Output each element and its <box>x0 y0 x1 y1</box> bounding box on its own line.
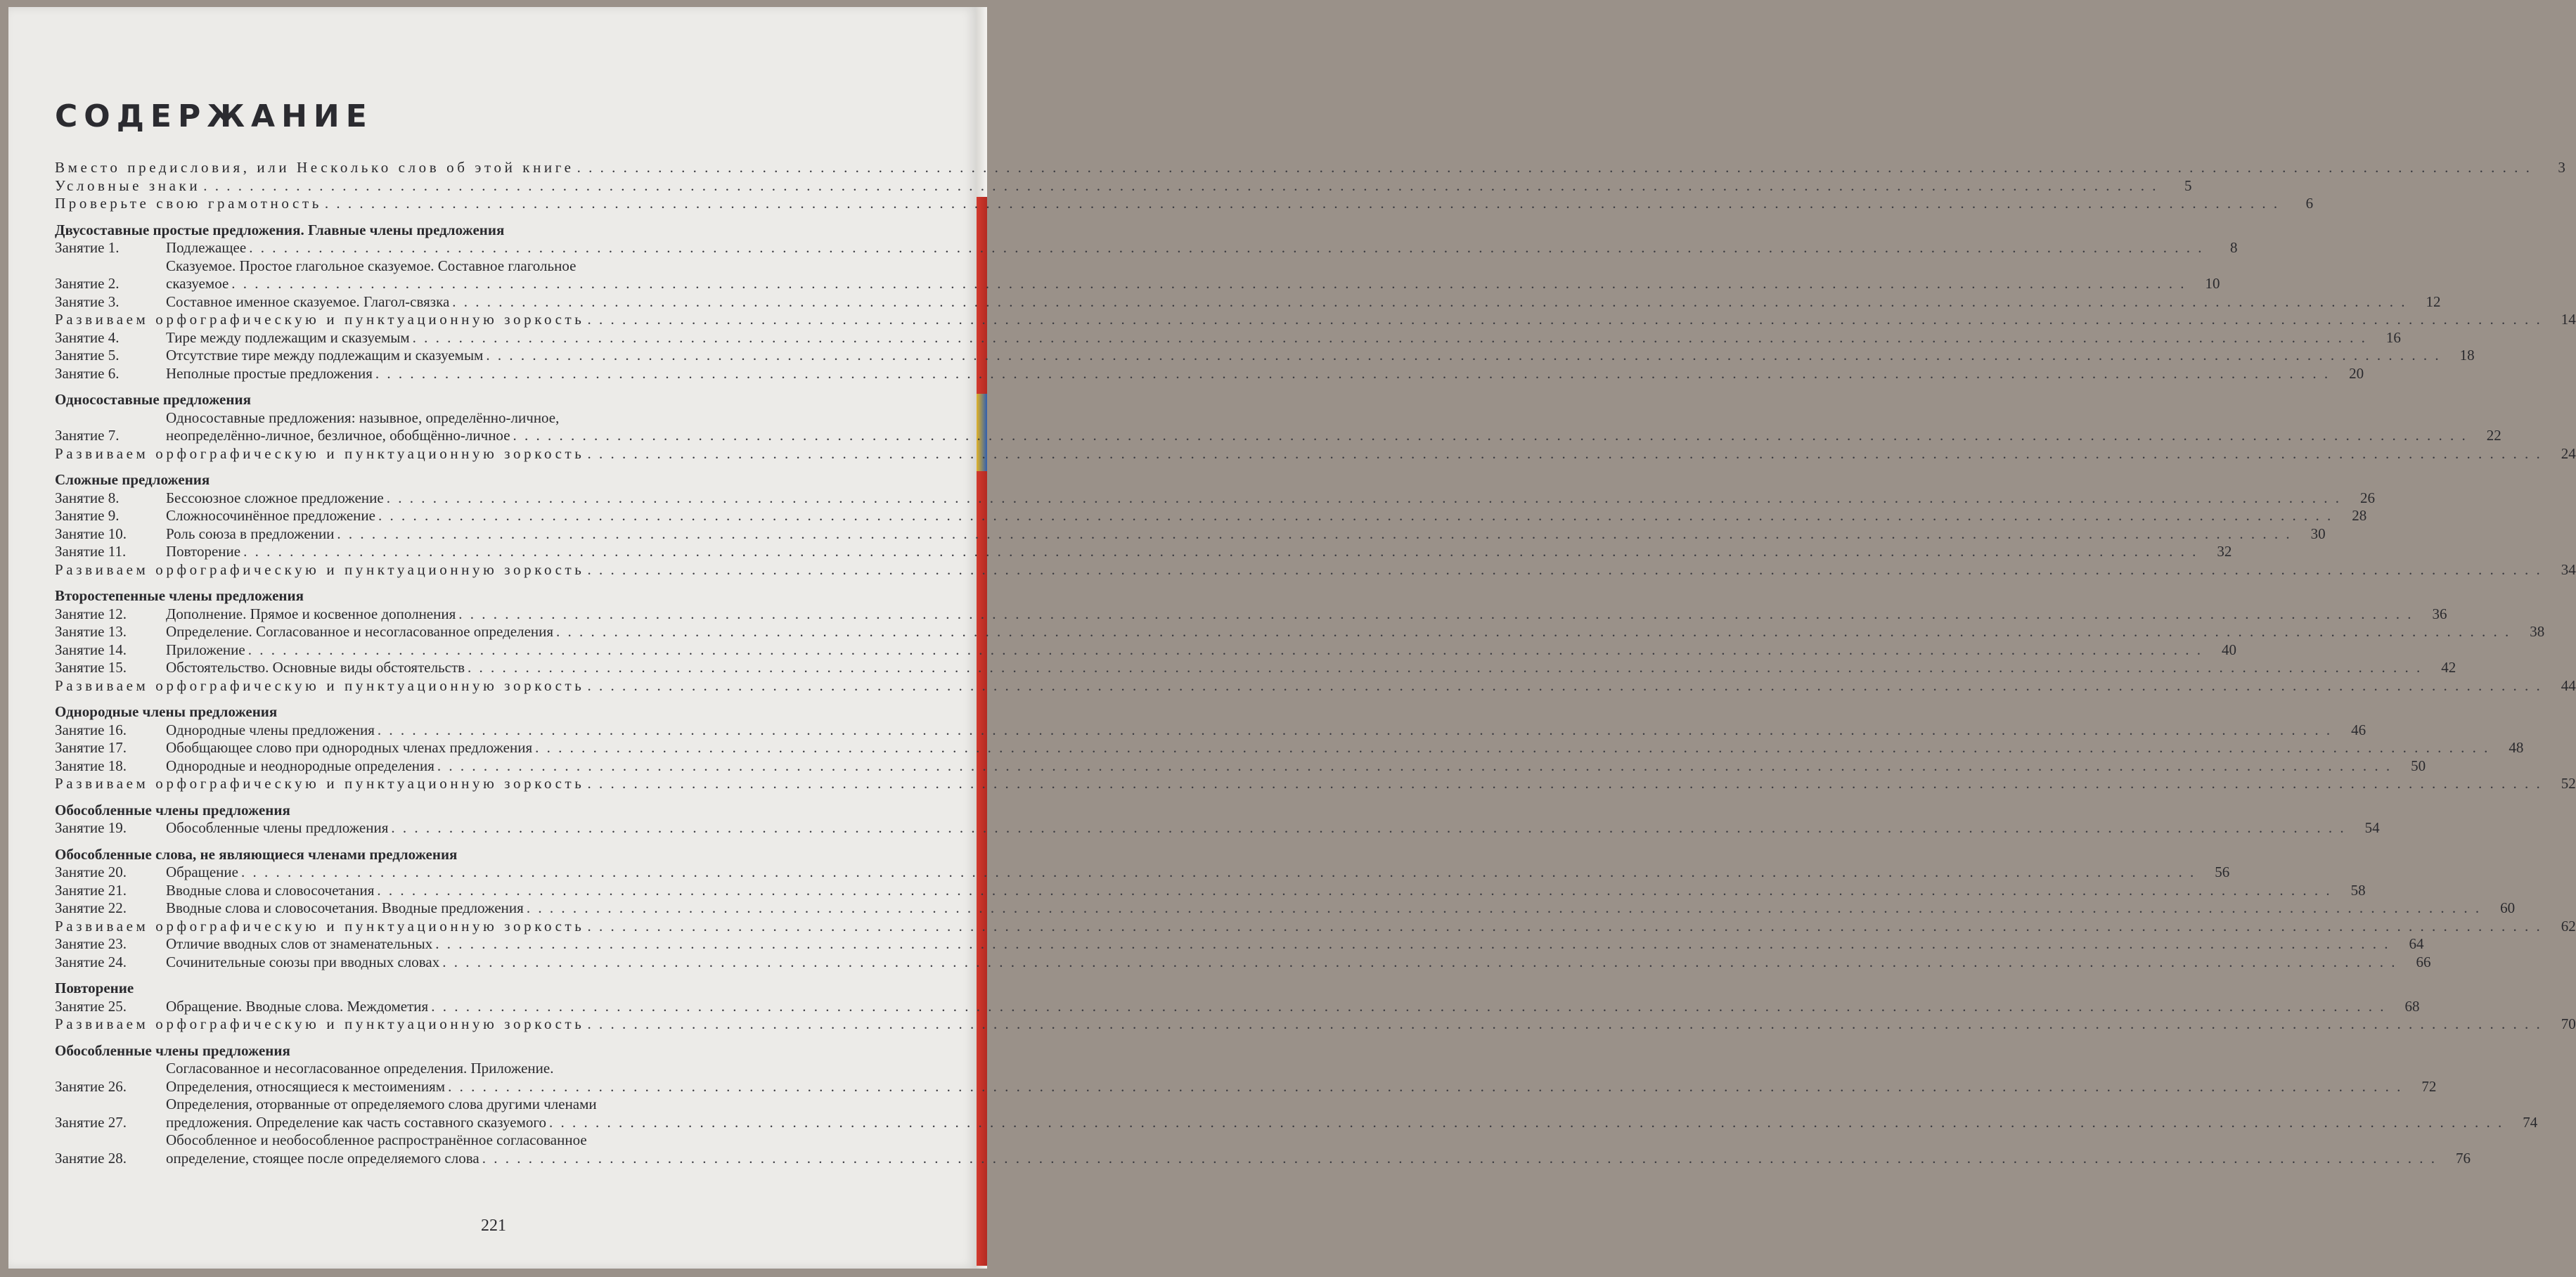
lesson-label: Занятие 8. <box>55 489 120 506</box>
lesson-label: Занятие 20. <box>55 864 127 880</box>
toc-entry-body <box>55 177 2191 195</box>
lesson-label: Занятие 28. <box>55 1149 127 1167</box>
toc-entry-line <box>55 311 2576 329</box>
toc-entry <box>55 864 2230 882</box>
toc-entry-body <box>166 623 2544 641</box>
toc-entry-line <box>55 159 2565 177</box>
lesson-title: Развиваем орфографическую и пунктуационную зоркость <box>55 1015 585 1032</box>
toc-entry-line <box>166 543 2232 561</box>
lesson-title: Определения, относящиеся к местоимениям <box>166 1077 446 1095</box>
toc-entry-line <box>166 525 2326 544</box>
page-ref: 38 <box>2530 623 2545 640</box>
lesson-label: Занятие 23. <box>55 935 127 952</box>
page-title: СОДЕРЖАНИЕ <box>55 98 373 134</box>
lesson-title: Развиваем орфографическую и пунктуационную зоркость <box>55 775 585 792</box>
toc-entry <box>55 997 2420 1016</box>
lesson-label: Занятие 12. <box>55 605 127 622</box>
toc-entry-body <box>166 525 2326 544</box>
toc-entry <box>55 1131 2471 1167</box>
lesson-title-line: Сказуемое. Простое глагольное сказуемое. Составное глагольное <box>166 257 577 274</box>
toc-entry-line <box>166 275 2220 293</box>
lesson-label: Занятие 10. <box>55 525 127 542</box>
toc-entry-body <box>166 739 2523 757</box>
toc-entry-line <box>166 239 2237 257</box>
lesson-label: Занятие 1. <box>55 239 120 256</box>
lesson-label: Занятие 7. <box>55 427 120 444</box>
dot-leader <box>337 525 2291 544</box>
dot-leader <box>535 739 2490 757</box>
toc-entry-line <box>55 195 2313 213</box>
toc-entry-line <box>166 882 2366 900</box>
lesson-label: Занятие 4. <box>55 328 120 346</box>
lesson-title: Дополнение. Прямое и косвенное дополнения <box>166 605 456 622</box>
lesson-label: Занятие 21. <box>55 881 127 899</box>
lesson-title: Развиваем орфографическую и пунктуационную зоркость <box>55 311 585 328</box>
toc-entry-body <box>166 329 2401 347</box>
toc-entry-line <box>166 819 2380 838</box>
toc-entry <box>55 195 2314 213</box>
toc-entry-body <box>55 445 2576 463</box>
toc-entry-line <box>55 445 2576 463</box>
lesson-title: Определение. Согласованное и несогласованное определения <box>166 623 554 640</box>
toc-entry-body <box>166 899 2515 918</box>
toc-entry-line <box>166 365 2364 383</box>
toc-entry <box>55 739 2524 757</box>
lesson-title: Условные знаки <box>55 177 201 194</box>
lesson-title: Подлежащее <box>166 239 247 256</box>
dot-leader <box>442 954 2397 972</box>
lesson-title: Бессоюзное сложное предложение <box>166 489 384 506</box>
toc-entry-body <box>55 561 2576 579</box>
lesson-title: Обособленные члены предложения <box>166 819 389 836</box>
dot-leader <box>587 1015 2542 1034</box>
dot-leader <box>448 1078 2402 1096</box>
toc-entry-line <box>166 329 2401 347</box>
lesson-title: Отличие вводных слов от знаменательных <box>166 935 433 952</box>
page-ref: 68 <box>2404 997 2420 1015</box>
toc-entry <box>55 1060 2437 1096</box>
toc-entry-line <box>55 918 2576 936</box>
page-ref: 74 <box>2523 1113 2538 1131</box>
toc-entry <box>55 1015 2576 1034</box>
toc-entry-line <box>166 739 2523 757</box>
page-ref: 50 <box>2411 757 2426 774</box>
dot-leader <box>587 311 2542 329</box>
toc-entry-line <box>166 427 2501 445</box>
section-heading: Двусоставные простые предложения. Главные члены предложения <box>55 221 505 238</box>
lesson-title: определение, стоящее после определяемого слова <box>166 1149 479 1167</box>
toc-entry <box>55 881 2366 900</box>
toc-entry-line <box>166 489 2375 508</box>
toc-entry <box>55 525 2326 544</box>
toc-entry <box>55 444 2576 463</box>
dot-leader <box>482 1150 2437 1168</box>
page-ref: 66 <box>2416 953 2431 970</box>
page-ref: 64 <box>2409 935 2424 952</box>
lesson-title-line: Обособленное и необособленное распространённое согласованное <box>166 1131 587 1148</box>
toc-entry-line <box>166 641 2236 660</box>
toc-entry-body <box>166 721 2366 740</box>
toc-entry <box>55 757 2426 776</box>
toc-entry-line <box>166 659 2456 677</box>
dot-leader <box>452 293 2407 312</box>
page-ref: 6 <box>2305 195 2314 212</box>
toc-entry <box>55 177 2192 195</box>
toc-entry <box>55 489 2375 508</box>
lesson-title: Неполные простые предложения <box>166 364 373 382</box>
toc-entry-line <box>55 561 2576 579</box>
toc-entry <box>55 935 2424 954</box>
toc-entry-body <box>166 998 2419 1016</box>
toc-entry-line <box>166 757 2426 776</box>
lesson-label: Занятие 27. <box>55 1113 127 1131</box>
lesson-title: Обращение <box>166 864 238 880</box>
toc-entry-body <box>166 641 2236 660</box>
page-ref: 28 <box>2352 507 2367 524</box>
toc-entry-line <box>166 954 2430 972</box>
lesson-label: Занятие 3. <box>55 293 120 310</box>
toc-entry-body <box>166 365 2364 383</box>
dot-leader <box>577 159 2532 177</box>
section-heading: Повторение <box>55 980 134 996</box>
toc-entry-line <box>55 177 2191 195</box>
lesson-title: Роль союза в предложении <box>166 525 335 542</box>
page-ref: 56 <box>2215 864 2230 880</box>
toc-entry <box>55 311 2576 329</box>
toc-entry <box>55 328 2401 347</box>
lesson-title: Повторение <box>166 543 241 560</box>
toc-entry-body <box>166 409 2501 445</box>
dot-leader <box>486 347 2440 365</box>
dot-leader <box>435 935 2390 954</box>
page-ref: 60 <box>2500 899 2516 916</box>
page-ref: 72 <box>2421 1077 2437 1095</box>
toc-entry <box>55 623 2545 641</box>
section-heading: Сложные предложения <box>55 471 210 488</box>
toc-entry <box>55 641 2236 660</box>
toc-entry-body <box>166 239 2237 257</box>
page-ref: 76 <box>2455 1149 2471 1167</box>
page-ref: 48 <box>2509 739 2524 756</box>
page-ref: 62 <box>2561 917 2576 935</box>
toc-entry <box>55 659 2456 677</box>
dot-leader <box>587 918 2542 936</box>
page-ref: 42 <box>2441 659 2456 676</box>
lesson-label: Занятие 24. <box>55 953 127 970</box>
toc-entry-body <box>166 819 2380 838</box>
toc-entry-body <box>166 293 2441 312</box>
section-heading: Односоставные предложения <box>55 391 251 408</box>
dot-leader <box>587 445 2542 463</box>
toc-entry-body <box>166 543 2232 561</box>
lesson-title: Тире между подлежащим и сказуемым <box>166 328 410 346</box>
lesson-title: Развиваем орфографическую и пунктуационную зоркость <box>55 444 585 462</box>
lesson-label: Занятие 11. <box>55 543 127 560</box>
page-ref: 44 <box>2561 676 2576 694</box>
toc-entry <box>55 159 2565 177</box>
toc-entry-line <box>55 775 2576 793</box>
lesson-title: Обстоятельство. Основные виды обстоятельств <box>166 659 465 676</box>
lesson-label: Занятие 14. <box>55 641 127 658</box>
toc-entry-body <box>55 195 2313 213</box>
page-ref: 34 <box>2561 560 2576 578</box>
page-ref: 16 <box>2385 328 2401 346</box>
page-number: 221 <box>481 1217 506 1235</box>
toc-entry <box>55 721 2366 740</box>
dot-leader <box>437 757 2392 776</box>
page-ref: 52 <box>2561 775 2576 792</box>
toc-entry-body <box>166 1096 2537 1131</box>
lesson-title: Проверьте свою грамотность <box>55 195 322 212</box>
dot-leader <box>587 677 2542 695</box>
lesson-title: Обращение. Вводные слова. Междометия <box>166 997 429 1015</box>
dot-leader <box>377 882 2331 900</box>
section-heading: Второстепенные члены предложения <box>55 587 304 604</box>
toc-entry <box>55 899 2516 918</box>
toc-entry-body <box>166 1131 2471 1167</box>
toc-entry-line <box>166 1150 2471 1168</box>
section-heading: Однородные члены предложения <box>55 703 278 720</box>
toc-entry-body <box>55 311 2576 329</box>
toc-entry-line <box>166 721 2366 740</box>
section-heading: Обособленные слова, не являющиеся членами предложения <box>55 845 458 863</box>
toc-entry-body <box>166 757 2426 776</box>
toc-entry <box>55 953 2431 972</box>
lesson-label: Занятие 16. <box>55 721 127 738</box>
toc-entry-line <box>55 1015 2576 1034</box>
page-ref: 20 <box>2349 364 2364 382</box>
toc-entry-body <box>166 935 2424 954</box>
dot-leader <box>431 998 2385 1016</box>
dot-leader <box>556 623 2511 641</box>
lesson-title: Вводные слова и словосочетания. Вводные предложения <box>166 899 524 916</box>
toc-entry-line <box>166 1114 2537 1132</box>
dot-leader <box>387 489 2341 508</box>
toc-entry-line <box>166 935 2424 954</box>
lesson-label: Занятие 5. <box>55 347 120 364</box>
toc-entry-body <box>55 775 2576 793</box>
page-ref: 10 <box>2205 275 2220 292</box>
toc-entry <box>55 543 2232 561</box>
lesson-title: Однородные члены предложения <box>166 721 375 738</box>
toc-entry-line <box>166 1078 2436 1096</box>
toc-entry-line <box>166 864 2229 882</box>
dot-leader <box>587 561 2542 579</box>
lesson-label: Занятие 15. <box>55 659 127 676</box>
lesson-label: Занятие 22. <box>55 899 127 916</box>
lesson-title: Развиваем орфографическую и пунктуационную зоркость <box>55 676 585 694</box>
lesson-title: Развиваем орфографическую и пунктуационную зоркость <box>55 917 585 935</box>
page-ref: 58 <box>2350 881 2366 899</box>
lesson-title-line: Определения, оторванные от определяемого слова другими членами <box>166 1096 597 1112</box>
toc-entry-line <box>166 507 2366 525</box>
toc-entry <box>55 257 2220 293</box>
toc-entry-body <box>166 257 2220 293</box>
dot-leader <box>413 329 2367 347</box>
toc-entry-body <box>166 659 2456 677</box>
toc-entry-body <box>166 1060 2436 1096</box>
lesson-title: Обобщающее слово при однородных членах предложения <box>166 739 533 756</box>
page-ref: 30 <box>2310 525 2326 542</box>
toc-entry <box>55 917 2576 936</box>
lesson-title-line: Согласованное и несогласованное определения. Приложение. <box>166 1060 554 1077</box>
dot-leader <box>203 177 2158 195</box>
lesson-label: Занятие 6. <box>55 364 120 382</box>
dot-leader <box>378 721 2332 740</box>
toc-entry <box>55 605 2447 624</box>
toc-entry <box>55 560 2576 579</box>
dot-leader <box>391 819 2345 838</box>
dot-leader <box>378 507 2333 525</box>
lesson-label: Занятие 2. <box>55 275 120 292</box>
lesson-title: Вводные слова и словосочетания <box>166 881 375 899</box>
lesson-title: Приложение <box>166 641 245 658</box>
toc-entry <box>55 819 2380 838</box>
lesson-label: Занятие 26. <box>55 1077 127 1095</box>
page-ref: 32 <box>2217 543 2232 560</box>
section-heading: Обособленные члены предложения <box>55 801 290 819</box>
toc-entry-body <box>55 1015 2576 1034</box>
dot-leader <box>513 427 2468 445</box>
dot-leader <box>248 641 2203 660</box>
lesson-label: Занятие 13. <box>55 623 127 640</box>
page-ref: 3 <box>2558 159 2565 176</box>
toc-entry-line <box>166 899 2515 918</box>
page-ref: 18 <box>2459 347 2475 364</box>
page-ref: 5 <box>2184 177 2192 194</box>
page-ref: 70 <box>2561 1015 2576 1032</box>
toc-entry <box>55 676 2576 695</box>
toc-entry <box>55 1096 2538 1131</box>
lesson-title: предложения. Определение как часть составного сказуемого <box>166 1113 546 1131</box>
toc-entry-body <box>166 347 2475 365</box>
toc-entry-body <box>55 918 2576 936</box>
dot-leader <box>249 239 2203 257</box>
page-ref: 54 <box>2364 819 2380 836</box>
page-ref: 8 <box>2229 239 2238 256</box>
dot-leader <box>375 365 2330 383</box>
lesson-label: Занятие 25. <box>55 997 127 1015</box>
toc-entry-body <box>166 864 2229 882</box>
lesson-label: Занятие 19. <box>55 819 127 836</box>
dot-leader <box>231 275 2186 293</box>
lesson-title: Развиваем орфографическую и пунктуационную зоркость <box>55 560 585 578</box>
dot-leader <box>527 899 2481 918</box>
page-ref: 22 <box>2486 427 2501 444</box>
toc-entry-body <box>166 605 2447 624</box>
toc-entry-line <box>166 998 2419 1016</box>
lesson-label: Занятие 18. <box>55 757 127 774</box>
page-ref: 24 <box>2561 444 2576 462</box>
page-ref: 26 <box>2359 489 2375 506</box>
dot-leader <box>458 605 2413 624</box>
toc-entry <box>55 364 2364 383</box>
toc-entry-body <box>166 489 2375 508</box>
toc-entry-body <box>166 507 2366 525</box>
lesson-title-line: Односоставные предложения: назывное, определённо-личное, <box>166 409 560 426</box>
toc-entry-body <box>166 882 2366 900</box>
lesson-label: Занятие 17. <box>55 739 127 756</box>
toc-entry-line <box>166 605 2447 624</box>
lesson-title: Составное именное сказуемое. Глагол-связка <box>166 293 450 310</box>
toc-entry-line <box>166 347 2475 365</box>
toc-entry <box>55 239 2238 257</box>
toc-entry <box>55 347 2475 365</box>
page-ref: 14 <box>2561 311 2576 328</box>
lesson-title: сказуемое <box>166 275 229 292</box>
toc-entry <box>55 293 2441 312</box>
table-of-contents <box>55 159 2576 1167</box>
page-ref: 36 <box>2432 605 2447 622</box>
toc-entry-line <box>166 623 2544 641</box>
toc-entry-body <box>55 159 2565 177</box>
dot-leader <box>243 543 2198 561</box>
lesson-title: Сложносочинённое предложение <box>166 507 375 524</box>
page-ref: 46 <box>2351 721 2366 738</box>
dot-leader <box>468 659 2422 677</box>
toc-entry-body <box>55 677 2576 695</box>
lesson-title: Отсутствие тире между подлежащим и сказуемым <box>166 347 484 364</box>
page-ref: 40 <box>2221 641 2236 658</box>
dot-leader <box>549 1114 2504 1132</box>
toc-entry <box>55 775 2576 793</box>
lesson-title: неопределённо-личное, безличное, обобщённо-личное <box>166 427 510 444</box>
dot-leader <box>587 775 2542 793</box>
toc-entry <box>55 409 2501 445</box>
dot-leader <box>325 195 2279 213</box>
toc-entry-line <box>55 677 2576 695</box>
lesson-title: Однородные и неоднородные определения <box>166 757 434 774</box>
toc-entry-body <box>166 954 2430 972</box>
lesson-label: Занятие 9. <box>55 507 120 524</box>
lesson-title: Вместо предисловия, или Несколько слов об этой книге <box>55 159 574 176</box>
dot-leader <box>241 864 2196 882</box>
page-ref: 12 <box>2426 293 2441 310</box>
section-heading: Обособленные члены предложения <box>55 1041 290 1059</box>
lesson-title: Сочинительные союзы при вводных словах <box>166 953 440 970</box>
toc-entry-line <box>166 293 2441 312</box>
toc-entry <box>55 507 2367 525</box>
